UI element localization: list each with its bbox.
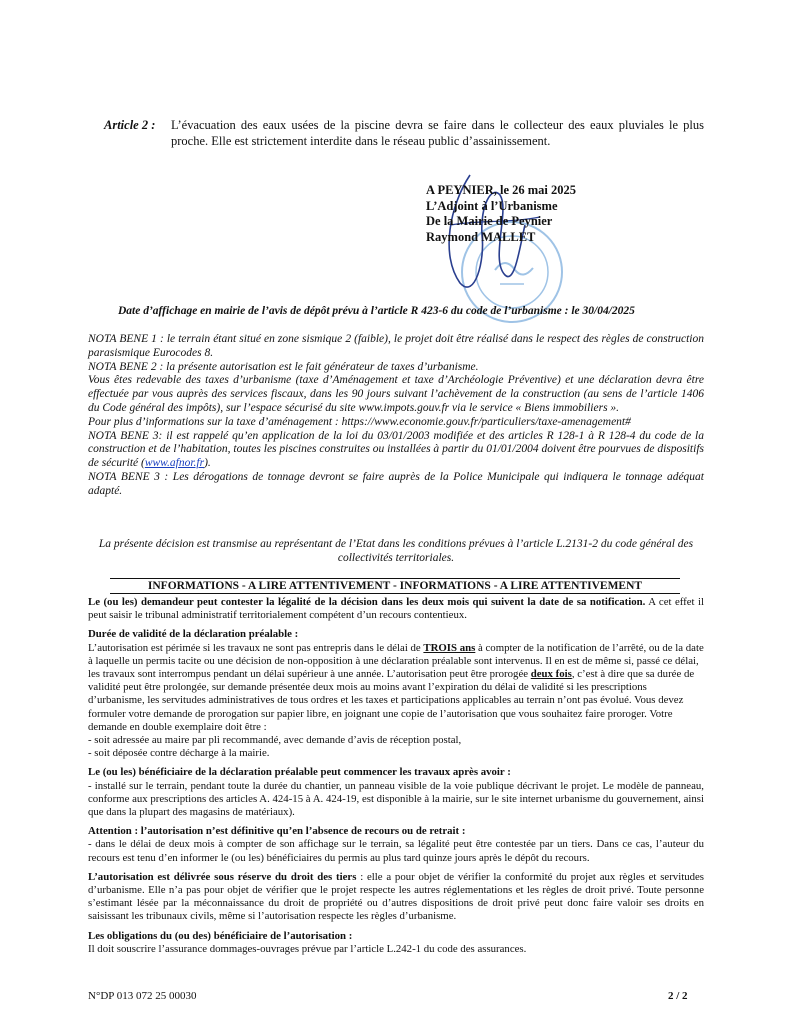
duree-bullet-1: - soit adressée au maire par pli recommandé, avec demande d’avis de réception postal, [88, 734, 462, 747]
taxes-paragraph: Vous êtes redevable des taxes d’urbanisme (taxe d’Aménagement et taxe d’Archéologie Préventive) et une déclaration devra être effectuée par vous auprès des services fiscaux, dans les 90 jours suivant l’achèvement de la construction (au sens de l’article 1406 du Code général des impôts), sur l’espace sécurisé du site www.impots.gouv.fr via le service « Biens immobiliers ». [88, 374, 704, 414]
duree-bullet-2: - soit déposée contre décharge à la mairie. [88, 747, 270, 760]
dossier-reference: N°DP 013 072 25 00030 [88, 990, 197, 1002]
signature-name: Raymond MALLET [426, 229, 536, 244]
attention-title: Attention : l’autorisation n’est définitive qu’en l’absence de recours ou de retrait : [88, 825, 466, 838]
beneficiaire-title: Le (ou les) bénéficiaire de la déclaration préalable peut commencer les travaux après avoir : [88, 766, 511, 779]
page-number: 2 / 2 [668, 990, 688, 1002]
taxe-info-link-text: Pour plus d’informations sur la taxe d’aménagement : https://www.economie.gouv.fr/particuliers/taxe-amenagement# [88, 415, 631, 428]
nota-bene-2: NOTA BENE 2 : la présente autorisation est le fait générateur de taxes d’urbanisme. [88, 360, 479, 373]
signature-organisation: De la Mairie de Peynier [426, 214, 553, 228]
article-2-label: Article 2 : [104, 118, 156, 132]
beneficiaire-text: - installé sur le terrain, pendant toute la durée du chantier, un panneau visible de la voie publique décrivant le projet. Le modèle de panneau, conforme aux prescriptions des articles A. 424-15 à A. 424-19, est disponible à la mairie, sur le site internet urbanisme du gouvernement, ainsi que dans la plupart des magasins de matériaux). [88, 779, 704, 819]
signature-role: L’Adjoint à l’Urbanisme [426, 198, 558, 213]
afnor-link[interactable]: www.afnor.fr [144, 457, 205, 470]
nota-bene-section [88, 333, 704, 499]
signature-block [426, 183, 576, 245]
obligations-title: Les obligations du (ou des) bénéficiaire de l’autorisation : [88, 929, 353, 942]
article-2 [104, 118, 704, 149]
transmission-note: La présente décision est transmise au représentant de l’Etat dans les conditions prévues à l’article L.2131-2 du code général des collectivités territoriales. [98, 538, 694, 564]
nota-bene-3-piscines: NOTA BENE 3: il est rappelé qu’en application de la loi du 03/01/2003 modifiée et des articles R 128-1 à R 128-4 du code de la construction et de l’habitation, toutes les piscines construites ou installées à partir du 01/01/2004 doivent être pourvues de dispositifs de sécurité (www.afnor.fr). [88, 429, 704, 470]
nota-bene-1: NOTA BENE 1 : le terrain étant situé en zone sismique 2 (faible), le projet doit être réalisé dans le respect des règles de construction parasismique Eurocodes 8. [88, 333, 704, 359]
signature-place-date: A PEYNIER, le 26 mai 2025 [426, 183, 576, 197]
duree-paragraph: L’autorisation est périmée si les travaux ne sont pas entrepris dans le délai de TROIS ans à compter de la notification de l’arrêté, ou de la date à laquelle un permis tacite ou une décision de non-opposition à une déclaration préalable sont intervenus. Il en est de même si, passé ce délai, les travaux sont interrompus pendant un délai supérieur à une année. L’autorisation peut être prorogée deux fois, c’est à dire que sa durée de validité peut être prolongée, sur demande présentée deux mois au moins avant l’expiration du délai de validité si les prescriptions d’urbanisme, les servitudes administratives de tous ordres et les taxes et participations applicables au terrain n’ont pas évolué. Vous devez formuler votre demande de prorogation sur papier libre, en joignant une copie de l’autorisation que vous souhaitez faire proroger. Votre demande en double exemplaire doit être : [88, 641, 704, 733]
info-header: INFORMATIONS - A LIRE ATTENTIVEMENT - INFORMATIONS - A LIRE ATTENTIVEMENT [110, 578, 680, 594]
contest-paragraph: Le (ou les) demandeur peut contester la légalité de la décision dans les deux mois qui suivent la date de sa notification. A cet effet il peut saisir le tribunal administratif territorialement compétent d’un recours contentieux. [88, 596, 704, 622]
duree-title: Durée de validité de la déclaration préalable : [88, 628, 299, 641]
droit-tiers-paragraph: L’autorisation est délivrée sous réserve du droit des tiers : elle a pour objet de vérifier la conformité du projet aux règles et servitudes d’urbanisme. Elle n’a pas pour objet de vérifier que le projet respecte les autres réglementations et les règles de droit privé. Toute personne s’estimant lésée par la méconnaissance du droit de propriété ou d’autres dispositions de droit privé peut donc faire valoir ses droits en saisissant les tribunaux civils, même si l’autorisation respecte les règles d’urbanisme. [88, 870, 704, 923]
nota-bene-3-tonnage: NOTA BENE 3 : Les dérogations de tonnage devront se faire auprès de la Police Municipale qui indiquera le tonnage adéquat adapté. [88, 470, 704, 497]
affichage-date: Date d’affichage en mairie de l’avis de dépôt prévu à l’article R 423-6 du code de l’urbanisme : le 30/04/2025 [118, 305, 635, 317]
obligations-text: Il doit souscrire l’assurance dommages-ouvrages prévue par l’article L.242-1 du code des assurances. [88, 942, 527, 955]
information-section [88, 596, 704, 956]
attention-text: - dans le délai de deux mois à compter de son affichage sur le terrain, sa légalité peut être contestée par un tiers. Dans ce cas, l’auteur du recours est tenu d’en informer le (ou les) bénéficiaires du permis au plus tard quinze jours après le dépôt du recours. [88, 838, 704, 864]
article-2-text: L’évacuation des eaux usées de la piscine devra se faire dans le collecteur des eaux pluviales le plus proche. Elle est strictement interdite dans le réseau public d’assainissement. [171, 118, 704, 148]
